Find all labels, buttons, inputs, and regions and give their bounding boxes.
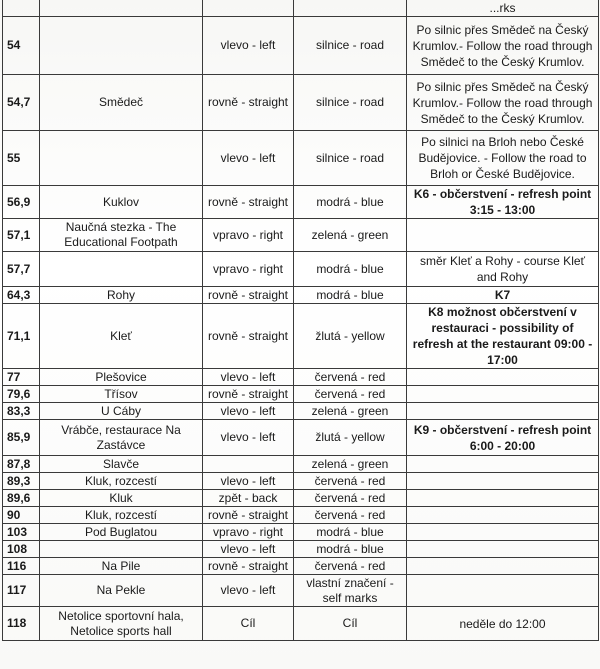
km-cell: 108 xyxy=(3,541,40,558)
direction-cell: vlevo - left xyxy=(203,403,294,420)
place-cell: Netolice sportovní hala, Netolice sports hall xyxy=(40,607,203,641)
place-cell: Smědeč xyxy=(40,75,203,131)
direction-cell: rovně - straight xyxy=(203,186,294,219)
km-cell: 103 xyxy=(3,524,40,541)
table-row xyxy=(3,131,599,186)
marking-cell: červená - red xyxy=(294,490,407,507)
place-cell: Naučná stezka - The Educational Footpath xyxy=(40,219,203,252)
note-cell: K6 - občerstvení - refresh point 3:15 - 13:00 xyxy=(407,186,599,219)
place-cell: Kluk, rozcestí xyxy=(40,473,203,490)
table-row xyxy=(3,558,599,575)
place-cell xyxy=(40,541,203,558)
marking-cell: modrá - blue xyxy=(294,541,407,558)
table-row xyxy=(3,219,599,252)
table-row xyxy=(3,0,599,17)
note-cell xyxy=(407,524,599,541)
place-cell: Slavče xyxy=(40,456,203,473)
table-row xyxy=(3,524,599,541)
marking-cell: zelená - green xyxy=(294,219,407,252)
marking-cell: modrá - blue xyxy=(294,186,407,219)
table-row xyxy=(3,607,599,641)
km-cell: 57,7 xyxy=(3,252,40,287)
table-row xyxy=(3,575,599,607)
direction-cell: rovně - straight xyxy=(203,304,294,369)
direction-cell: vlevo - left xyxy=(203,17,294,75)
table-row xyxy=(3,369,599,386)
direction-cell: vlevo - left xyxy=(203,541,294,558)
direction-cell xyxy=(203,0,294,17)
place-cell: Pod Buglatou xyxy=(40,524,203,541)
km-cell: 89,3 xyxy=(3,473,40,490)
table-row xyxy=(3,420,599,456)
marking-cell: červená - red xyxy=(294,369,407,386)
place-cell: Kuklov xyxy=(40,186,203,219)
km-cell: 79,6 xyxy=(3,386,40,403)
table-row xyxy=(3,490,599,507)
direction-cell: Cíl xyxy=(203,607,294,641)
place-cell: Kluk xyxy=(40,490,203,507)
note-cell: K9 - občerstvení - refresh point 6:00 - 20:00 xyxy=(407,420,599,456)
marking-cell: Cíl xyxy=(294,607,407,641)
note-cell xyxy=(407,558,599,575)
marking-cell: silnice - road xyxy=(294,131,407,186)
direction-cell: vlevo - left xyxy=(203,369,294,386)
note-cell: směr Kleť a Rohy - course Kleť and Rohy xyxy=(407,252,599,287)
table-row xyxy=(3,473,599,490)
direction-cell: rovně - straight xyxy=(203,75,294,131)
note-cell xyxy=(407,219,599,252)
km-cell: 116 xyxy=(3,558,40,575)
direction-cell: vlevo - left xyxy=(203,575,294,607)
marking-cell: červená - red xyxy=(294,507,407,524)
place-cell xyxy=(40,131,203,186)
table-row xyxy=(3,252,599,287)
route-table xyxy=(2,0,599,641)
note-cell: Po silnic přes Smědeč na Český Krumlov.- Follow the road through Smědeč to the Český Krumlov. xyxy=(407,75,599,131)
place-cell: Kleť xyxy=(40,304,203,369)
km-cell: 89,6 xyxy=(3,490,40,507)
table-row xyxy=(3,75,599,131)
km-cell: 118 xyxy=(3,607,40,641)
direction-cell: vlevo - left xyxy=(203,420,294,456)
table-row xyxy=(3,287,599,304)
note-cell xyxy=(407,403,599,420)
table-row xyxy=(3,541,599,558)
km-cell: 90 xyxy=(3,507,40,524)
km-cell: 77 xyxy=(3,369,40,386)
direction-cell: rovně - straight xyxy=(203,507,294,524)
note-cell: Po silnic přes Smědeč na Český Krumlov.- Follow the road through Smědeč to the Český Krumlov. xyxy=(407,17,599,75)
note-cell xyxy=(407,369,599,386)
table-row xyxy=(3,386,599,403)
marking-cell xyxy=(294,0,407,17)
place-cell: Na Pile xyxy=(40,558,203,575)
km-cell: 87,8 xyxy=(3,456,40,473)
place-cell xyxy=(40,17,203,75)
direction-cell: rovně - straight xyxy=(203,558,294,575)
direction-cell: vpravo - right xyxy=(203,219,294,252)
km-cell: 71,1 xyxy=(3,304,40,369)
km-cell: 54 xyxy=(3,17,40,75)
direction-cell: vlevo - left xyxy=(203,131,294,186)
marking-cell: žlutá - yellow xyxy=(294,420,407,456)
marking-cell: vlastní značení - self marks xyxy=(294,575,407,607)
km-cell: 56,9 xyxy=(3,186,40,219)
km-cell: 85,9 xyxy=(3,420,40,456)
km-cell: 55 xyxy=(3,131,40,186)
table-row xyxy=(3,456,599,473)
note-cell: Po silnici na Brloh nebo České Budějovice. - Follow the road to Brloh or České Budějovice. xyxy=(407,131,599,186)
note-cell xyxy=(407,456,599,473)
note-cell xyxy=(407,386,599,403)
direction-cell: rovně - straight xyxy=(203,287,294,304)
marking-cell: zelená - green xyxy=(294,403,407,420)
place-cell xyxy=(40,0,203,17)
table-row xyxy=(3,507,599,524)
marking-cell: modrá - blue xyxy=(294,252,407,287)
place-cell: Rohy xyxy=(40,287,203,304)
table-row xyxy=(3,17,599,75)
km-cell: 83,3 xyxy=(3,403,40,420)
place-cell: U Cáby xyxy=(40,403,203,420)
marking-cell: zelená - green xyxy=(294,456,407,473)
place-cell: Plešovice xyxy=(40,369,203,386)
marking-cell: červená - red xyxy=(294,558,407,575)
km-cell: 117 xyxy=(3,575,40,607)
note-cell xyxy=(407,575,599,607)
km-cell: 57,1 xyxy=(3,219,40,252)
place-cell: Vrábče, restaurace Na Zastávce xyxy=(40,420,203,456)
km-cell xyxy=(3,0,40,17)
note-cell: K8 možnost občerstvení v restauraci - possibility of refresh at the restaurant 09:00 - 17:00 xyxy=(407,304,599,369)
marking-cell: modrá - blue xyxy=(294,287,407,304)
direction-cell xyxy=(203,456,294,473)
note-cell: neděle do 12:00 xyxy=(407,607,599,641)
place-cell xyxy=(40,252,203,287)
direction-cell: vlevo - left xyxy=(203,473,294,490)
direction-cell: vpravo - right xyxy=(203,524,294,541)
direction-cell: vpravo - right xyxy=(203,252,294,287)
km-cell: 54,7 xyxy=(3,75,40,131)
place-cell: Třísov xyxy=(40,386,203,403)
note-cell xyxy=(407,541,599,558)
table-row xyxy=(3,403,599,420)
km-cell: 64,3 xyxy=(3,287,40,304)
route-table-body xyxy=(3,0,599,641)
note-cell xyxy=(407,473,599,490)
direction-cell: rovně - straight xyxy=(203,386,294,403)
table-row xyxy=(3,304,599,369)
place-cell: Na Pekle xyxy=(40,575,203,607)
table-row xyxy=(3,186,599,219)
place-cell: Kluk, rozcestí xyxy=(40,507,203,524)
note-cell xyxy=(407,507,599,524)
marking-cell: modrá - blue xyxy=(294,524,407,541)
direction-cell: zpět - back xyxy=(203,490,294,507)
marking-cell: červená - red xyxy=(294,386,407,403)
note-cell: K7 xyxy=(407,287,599,304)
note-cell xyxy=(407,490,599,507)
marking-cell: žlutá - yellow xyxy=(294,304,407,369)
note-cell: ...rks xyxy=(407,0,599,17)
marking-cell: silnice - road xyxy=(294,75,407,131)
marking-cell: silnice - road xyxy=(294,17,407,75)
marking-cell: červená - red xyxy=(294,473,407,490)
